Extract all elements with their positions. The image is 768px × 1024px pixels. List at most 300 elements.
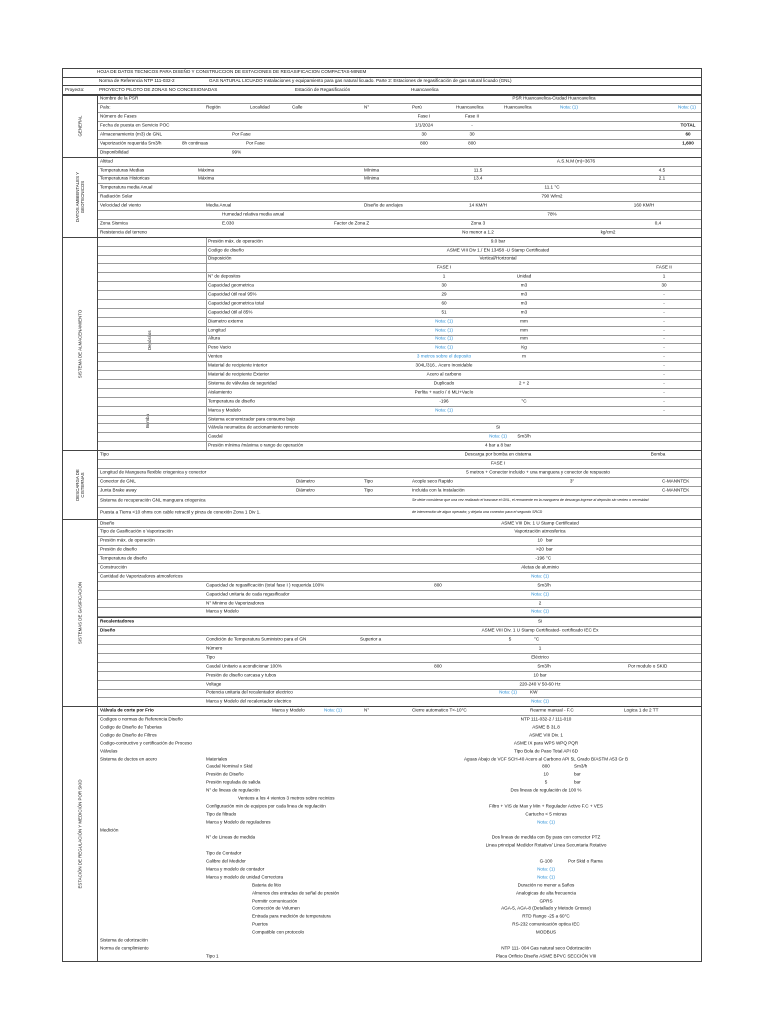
field-sublabel: N° de Lineas de medida (206, 835, 256, 841)
almacenamiento-row (98, 424, 701, 433)
field-sublabel: Marca y Modelo del recalentador electrico (206, 699, 292, 705)
field-value: Aguas Abajo de VCF SCH-40 Acero al Carbono API 5L Grado B/ASTM A53 Gr B (463, 756, 629, 762)
regulacion-row (98, 771, 701, 779)
field-sublabel: N° de lineas de regulación (206, 787, 260, 793)
almacenamiento-row (98, 362, 701, 371)
field-value: 4 bar a 8 bar (484, 442, 512, 448)
field-label: Presión máx. de operación (208, 238, 263, 244)
side-ambientales: DATOS AMBIENTALES Y GEOTECNICOS (63, 158, 98, 237)
gasificacion-row (98, 591, 701, 600)
field-label: Sistema de odorización (100, 937, 148, 943)
field-fase2: - (663, 407, 665, 413)
row-descarga-tipo: Tipo Descarga por bomba en cisterna Bomba (98, 451, 701, 460)
row-altitud: Altitud A.S.N.M (m)=3676 (98, 158, 701, 167)
field-sublabel: Marca y Modelo de reguladores (206, 819, 271, 825)
field-value: 304L/316.. Acero Inoxidable (415, 362, 473, 368)
field-unit: Sm3/h (574, 764, 588, 770)
regulacion-row (98, 937, 701, 945)
field-value: NTP 111-032-2 / 111-010 (520, 716, 572, 722)
field-label: Presión máx. de operación (100, 538, 155, 543)
depositos-label: Depósitos (147, 330, 152, 350)
side-gasificacion: SISTEMAS DE GASIFICACION (63, 520, 98, 707)
gasificacion-row (98, 537, 701, 546)
field-unit: mm (520, 318, 528, 324)
field-label: Disposición (208, 256, 232, 262)
field-sublabel: Almenos dos entradas de señal de presión (252, 890, 340, 896)
gasificacion-row (98, 600, 701, 609)
field-label: Capacidad útil real 95% (208, 291, 257, 297)
field-fase2: - (663, 300, 665, 306)
field-value: 2 (538, 600, 542, 606)
gasificacion-row (98, 528, 701, 537)
field-value: Nota: (1) (435, 336, 453, 342)
field-value: Nota: (1) (435, 345, 453, 351)
regulacion-row (98, 850, 701, 858)
gasificacion-row (98, 663, 701, 672)
field-label: Capacidad geometrica (208, 282, 254, 288)
regulacion-row (98, 890, 701, 898)
norma-line (63, 78, 701, 87)
field-sublabel: Caudal Unitario a acondicionar 100% (206, 663, 282, 669)
field-fase2: 30 (661, 282, 667, 288)
regulacion-row (98, 819, 701, 827)
field-value: ASME B 31.8 (532, 724, 560, 730)
field-label: Cantidad de Vaporizadores atmosfericos (100, 573, 183, 579)
field-value: 5 (544, 779, 548, 785)
side-almacenamiento: SISTEMA DE ALMACENAMIENTO (63, 238, 98, 450)
field-label: Sistema de válvulas de seguridad (208, 380, 277, 386)
regulacion-row (98, 874, 701, 882)
field-label: Peso Vacio (208, 345, 231, 351)
almacenamiento-row (98, 344, 701, 353)
field-value: 10 (543, 772, 549, 778)
field-label: Medición (100, 827, 119, 833)
row-radiacion: Radiación Solar 790 W/m2 (98, 193, 701, 202)
field-unit: °C (521, 398, 527, 404)
almacenamiento-row (98, 407, 701, 416)
row-fecha-poc: Fecha de puesta en Servicio POC 1/1/2024 - TOTAL (98, 122, 701, 131)
regulacion-row (98, 748, 701, 756)
regulacion-row (98, 858, 701, 866)
field-sublabel: Capacidad unitaria de cada regasificador (206, 591, 290, 597)
estacion-value: Huancavelica (411, 86, 439, 92)
field-label: Capacidad útil al 85% (208, 309, 253, 315)
field-unit: m (522, 353, 526, 359)
field-value: 51 (441, 309, 447, 315)
row-recuperacion: Sistema de recuperación GNL manguera criogenica Se debe considerar que una vez realizado el trasvase el GNL, el remanente en la manguera de descarga ingrese al deposito sin venteo o necesidad (98, 496, 701, 508)
gasificacion-row (98, 546, 701, 555)
field-label: Presión de diseño (100, 546, 137, 552)
field-value: Si (495, 425, 501, 431)
proyecto-line (63, 86, 701, 95)
almacenamiento-row (98, 264, 701, 273)
field-value: Nota: (1) (531, 591, 549, 597)
field-value: Linea principal Medidor Rotativo/ Linea Secuntaria Rotativo (485, 843, 607, 849)
field-label: Sistema economizador para consumo bajo (208, 416, 296, 422)
field-sublabel: Marca y modelo de unidad Correctora (206, 874, 284, 880)
field-value: Acero al carbono (426, 371, 462, 377)
field-label: Codigos o normas de Referencia Diseño (100, 716, 183, 722)
field-value: Nota: (1) (537, 866, 555, 872)
almacenamiento-row (98, 371, 701, 380)
field-sublabel: Puertos (252, 921, 268, 927)
field-value: -196 (439, 398, 449, 404)
field-value: 1 (538, 645, 542, 651)
regulacion-row (98, 764, 701, 772)
field-value: 800 (434, 663, 442, 669)
bomba-label: Bomba (145, 413, 150, 428)
regulacion-row (98, 803, 701, 811)
field-label: Longitud (208, 327, 226, 333)
field-fase2: - (663, 309, 665, 315)
field-label: Codigo de Diseño de Filtros (100, 732, 157, 738)
field-value: Nota: (1) (537, 819, 555, 825)
field-unit: Sm3/h (517, 433, 531, 439)
row-temp-medias: Temperaturas Medias Máxima Mínima 11.5 4.5 (98, 167, 701, 176)
row-descarga-fase: FASE I (98, 460, 701, 469)
regulacion-row (98, 811, 701, 819)
gasificacion-row (98, 582, 701, 591)
field-unit: bar (546, 538, 553, 543)
field-sublabel: Permitir comunicación (252, 898, 298, 904)
section-almacenamiento (62, 238, 702, 451)
field-label: Válvula neumatica de accionamiento remoto (208, 425, 299, 431)
field-sublabel: Potencia unitaria del recalentador electrico (206, 690, 293, 696)
proyecto-label: Proyecto: (65, 86, 85, 92)
regulacion-row (98, 740, 701, 748)
field-value: 30 (441, 282, 447, 288)
regulacion-row (98, 779, 701, 787)
field-sublabel: Materiales (206, 756, 228, 762)
almacenamiento-row (98, 380, 701, 389)
field-sublabel: Presión regulada de salida (206, 779, 261, 785)
field-value: GPRS (539, 898, 553, 904)
field-value: NTP 111- 004 Gas natural seco Odorización (501, 945, 591, 951)
field-unit: KW (530, 690, 538, 696)
regulacion-row (98, 953, 701, 961)
side-descarga: DESCARGA DE CISTERNAS (63, 451, 98, 518)
field-label: Temperatura de diseño (208, 398, 255, 404)
field-label: Presión mínima /máxima o rango de operación (208, 442, 304, 448)
almacenamiento-row (98, 238, 701, 247)
field-fase2: - (663, 389, 665, 395)
row-conector-gnl: Conector de GNL Diámetro Tipo Acople seco Rapido 3" C-MANNTEK (98, 478, 701, 487)
field-label: Codigo-contructivo y certificación de Proceso (100, 740, 192, 746)
field-value: Eléctrico (531, 654, 549, 660)
regulacion-row (98, 827, 701, 835)
field-label: Altura (208, 336, 221, 342)
almacenamiento-row (98, 309, 701, 318)
gasificacion-row (98, 627, 701, 636)
field-fase2: 1 (662, 273, 666, 279)
gasificacion-row (98, 681, 701, 690)
field-unit: °C (534, 636, 540, 642)
field-label: Construcción (100, 564, 127, 570)
almacenamiento-row (98, 442, 701, 450)
regulacion-row (98, 842, 701, 850)
field-value: Dos lineas de medida con By pass con corrector PTZ (491, 835, 601, 841)
field-label: Norma de cumplimiento (100, 945, 149, 951)
field-unit: bar (546, 546, 553, 552)
field-value: ASME VIII Div. 1 (529, 732, 563, 738)
field-value: 9.0 bar (490, 238, 506, 244)
regulacion-row (98, 945, 701, 953)
almacenamiento-row (98, 416, 701, 425)
field-label: Caudal (208, 433, 223, 439)
almacenamiento-row (98, 398, 701, 407)
field-value: Nota: (1) (489, 433, 507, 439)
almacenamiento-row (98, 353, 701, 362)
regulacion-row (98, 898, 701, 906)
field-sublabel: N° Minimo de Vaporizadores (206, 600, 265, 606)
field-value: Nota: (1) (435, 318, 453, 324)
field-value: Nota: (1) (435, 407, 453, 413)
field-unit: bar (574, 779, 581, 785)
field-value: Nota: (1) (531, 609, 549, 615)
field-sublabel: Marca y Modelo (206, 609, 239, 615)
field-unit: mm (520, 336, 528, 342)
field-value: Nota: (1) (435, 327, 453, 333)
almacenamiento-row (98, 336, 701, 345)
field-sublabel: Caudal Nominal x Skid (206, 764, 253, 770)
field-fase2: - (663, 353, 665, 359)
gasificacion-row (98, 608, 701, 617)
sheet-title: HOJA DE DATOS TECNICOS PARA DISEÑO Y CONSTRUCCION DE ESTACIONES DE REGASIFICACION COMPACTAS-MINEM (63, 69, 701, 78)
field-unit: bar (574, 772, 581, 778)
field-value: Vaporización atmosferica (514, 529, 566, 535)
regulacion-row (98, 835, 701, 843)
field-value: 800 (434, 582, 442, 588)
proyecto-text: PROYECTO PILOTO DE ZONAS NO CONCESIONADAS (99, 86, 218, 92)
field-unit: °C (546, 555, 552, 561)
field-value: 10 bar (533, 672, 547, 678)
gasificacion-row (98, 636, 701, 645)
field-value: 10 (537, 538, 543, 543)
field-value: ASME VIII Div. 1 U Stamp Certificated (501, 520, 579, 526)
row-vaporizacion: Vaporización requerida Sm3/h 8h continuas Por Fase 800 800 1,600 (98, 140, 701, 149)
field-label: Diseño (100, 627, 116, 633)
field-unit: Unidad (516, 273, 532, 279)
field-unit: Sm3/h (537, 663, 551, 669)
gasificacion-row (98, 698, 701, 706)
regulacion-row (98, 906, 701, 914)
datasheet (62, 68, 702, 962)
field-label: Sistema de ductos en acero (100, 756, 157, 762)
field-label: Capacidad geometrica total (208, 300, 264, 306)
regulacion-row (98, 882, 701, 890)
field-value: 5 (508, 636, 512, 642)
field-unit: Por Skid o Rama (568, 858, 603, 864)
field-unit: Kg (521, 345, 527, 351)
row-almacenamiento: Almacenamiento (m3) de GNL Por Fase 30 30 60 (98, 131, 701, 140)
row-disponibilidad: Disponibilidad 99% (100, 149, 242, 155)
side-regulacion: ESTACIÓN DE REGULACIÓN Y MEDICIÓN POR SKID (63, 707, 98, 961)
row-manguera: Longitud de Manguera flexible criogenica y conector 5 metros + Conector incluido + una manguera y conector de respuesto (98, 469, 701, 478)
field-label: Válvulas (100, 748, 118, 754)
field-fase2: - (663, 318, 665, 324)
field-value: 60 (441, 300, 447, 306)
row-viento: Velocidad del viento Media Anual Diseño de anclajes 14 KM/H 160 KM/H (98, 202, 701, 211)
field-fase2: - (663, 371, 665, 377)
field-value: 29 (441, 291, 447, 297)
field-sublabel: Voltage (206, 681, 222, 687)
almacenamiento-row (98, 282, 701, 291)
regulacion-row (98, 913, 701, 921)
field-value: Duración no menor a 5años (517, 882, 575, 888)
field-label: Recalentadores (100, 619, 135, 625)
field-sublabel: Condición de Temperatura Suministro para el GN (206, 636, 307, 642)
field-unit: m3 (520, 300, 528, 306)
field-sublabel: Entrada para medición de temperatura (252, 914, 331, 920)
field-value: 220-240 V 50-60 Hz (519, 681, 561, 687)
field-value: Vertical/Horizontal (479, 256, 517, 262)
field-value: -196 (535, 555, 545, 561)
field-value: ASME IX para WPS WPQ PQR (513, 740, 579, 746)
field-fase2: - (663, 291, 665, 297)
field-unit: Sm3/h (537, 582, 551, 588)
field-value: Nota: (1) (499, 690, 517, 696)
section-ambientales (62, 158, 702, 238)
regulacion-row (98, 716, 701, 724)
field-fase2: - (663, 380, 665, 386)
row-temp-anual: Temperatura media Anual 11.1 °C (98, 184, 701, 193)
field-sublabel: Compatible con protocolo (252, 929, 305, 935)
field-unit: m3 (520, 282, 528, 288)
field-label: Diametro externo (208, 318, 244, 324)
almacenamiento-row (98, 247, 701, 256)
field-fase2: - (663, 345, 665, 351)
field-value: Perlita + vacío / ó MLI+Vacío (414, 389, 474, 395)
regulacion-row (98, 732, 701, 740)
field-unit: m3 (520, 309, 528, 315)
side-general: GENERAL (63, 96, 98, 157)
field-value: AGA-5, AGA-8 (Detallado y Metodo Grosso) (501, 906, 591, 912)
field-value: 1 (442, 273, 446, 279)
almacenamiento-row (98, 433, 701, 442)
gasificacion-row (98, 564, 701, 573)
gasificacion-row (98, 555, 701, 564)
section-general (62, 95, 702, 158)
field-label: Codigo de diseño (208, 247, 244, 253)
field-sublabel: Capacidad de regasificación (total fase I ) requerida 100% (206, 582, 325, 588)
field-sublabel: Presión de Diseño (206, 772, 244, 778)
field-sublabel: Presión de diseño carcasa y tubos (206, 672, 277, 678)
field-fase2: - (663, 336, 665, 342)
field-sublabel: Configuración min de equipos por cada linea de regulación (206, 803, 326, 809)
almacenamiento-row (98, 300, 701, 309)
section-descarga (62, 451, 702, 519)
field-value: Nota: (1) (537, 874, 555, 880)
field-value: RTD Rango -25 a 60°C (522, 914, 570, 920)
field-fase2: - (663, 398, 665, 404)
field-value: ASME VIII Div. 1 U Stamp Certificated- certificado IEC Ex (481, 627, 599, 633)
row-resistencia: Resistencia del terreno No menor a 1.2 kg/cm2 (100, 229, 616, 235)
field-value: Superior a (360, 636, 382, 642)
row-puesta-tierra: Puesta a Tierra <10 ohms con cable retractil y pinza de conexión Zona 1 Div 1. de intervención de algun operador, y dejarla una conexion para el segundo SRCD (100, 509, 543, 515)
almacenamiento-row (98, 327, 701, 336)
regulacion-row (98, 724, 701, 732)
gasificacion-row (98, 672, 701, 681)
field-value: >20 (536, 546, 544, 552)
regulacion-row (98, 787, 701, 795)
field-value: Placa Orificio Diseño ASME BPVC SECCIÓN VIII (495, 953, 597, 959)
field-sublabel: Marca y modelo de contador (206, 866, 265, 872)
field-value: RS-232 comunicación optica IEC (512, 921, 580, 927)
field-value: 800 (542, 764, 550, 770)
field-value: MODBUS (535, 929, 557, 935)
field-unit: m3 (520, 291, 528, 297)
row-brake-away: Junta Brake away Diámetro Tipo Incluida con la Instalación C-MANNTEK (98, 487, 701, 496)
field-label: Diseño (100, 520, 115, 526)
field-value: Nota: (1) (531, 699, 549, 705)
almacenamiento-row (98, 389, 701, 398)
sheet-header (62, 68, 702, 95)
field-sublabel: Bateria de litio (252, 882, 282, 888)
regulacion-row (98, 795, 701, 803)
regulacion-row (98, 929, 701, 937)
field-sublabel: Tipo de filtrado (206, 811, 237, 817)
row-numero-fases: Número de Fases Fase I Fase II (98, 113, 701, 122)
regulacion-row (98, 866, 701, 874)
gasificacion-row (98, 645, 701, 654)
field-value: FASE I (436, 265, 452, 271)
row-valvula-corte: Válvula de corte por Frio Marca y Modelo Nota: (1) N° Cierre automatico T<-10°C Rearme manual - F.C Logica 1 de 2 TT (98, 707, 701, 716)
field-label: Venteo (208, 353, 223, 359)
field-label: Material de recipiente interior (208, 362, 268, 368)
field-value: ASME VIII Div 1./ EN 13458 -U Stamp Certificated (446, 247, 550, 253)
field-sublabel: Tipo de Contador (206, 850, 242, 856)
field-value: G-100 (539, 858, 553, 864)
field-label: Codigo de Diseño de Tuberias (100, 724, 162, 730)
row-humedad: Humedad relativa media anual 78% (98, 211, 701, 220)
field-label: Material de recipiente Exterior (208, 371, 270, 377)
estacion-label: Estación de Regasificación (295, 86, 351, 92)
field-value: Nota: (1) (531, 573, 549, 579)
field-value: Duplicado (433, 380, 455, 386)
section-gasificacion (62, 520, 702, 708)
row-nombre-psr: Nombre de la PSR PSR Huancavelica-Ciudad Huancavelica (98, 96, 701, 105)
almacenamiento-row (98, 273, 701, 282)
field-value: 3 metros sobre el deposito (416, 353, 472, 359)
field-sublabel: Calibre del Medidor (206, 858, 246, 864)
field-sublabel: Tipo 1 (206, 953, 219, 959)
regulacion-row (98, 921, 701, 929)
regulacion-row (98, 756, 701, 764)
almacenamiento-row (98, 256, 701, 265)
field-value: Aletas de aluminio (521, 564, 559, 570)
field-label: Tipo de Gasificación o Vaporización (100, 529, 173, 535)
field-value: Cartucho < 5 micras (525, 811, 567, 817)
field-label: Aislamiento (208, 389, 232, 395)
section-regulacion (62, 707, 702, 962)
field-value: Tipo Bola de Paso Total API 6D (514, 748, 578, 754)
field-sublabel: Corrección de Volumen (252, 906, 300, 912)
row-zona-sismica: Zona Sismica E.030 Factor de Zona Z Zona 3 0,4 (98, 220, 701, 229)
field-value: Si (537, 619, 543, 625)
field-fase2: - (663, 327, 665, 333)
gasificacion-row (98, 654, 701, 663)
field-fase2: - (663, 362, 665, 368)
field-value: Filtro + VIS de Max y Min + Regulador Activo F.C + VES (489, 803, 603, 809)
field-label: Temperatura de diseño (100, 555, 147, 561)
field-note: Por modulo o SKID (628, 663, 668, 669)
almacenamiento-row (98, 291, 701, 300)
norma-label: Norma de Referencia NTP 111-032-2 (99, 78, 175, 83)
field-unit: mm (520, 327, 528, 333)
field-sublabel: Tipo (206, 654, 215, 660)
almacenamiento-row (98, 318, 701, 327)
row-temp-historicas: Temperaturas Historicas Máxima Mínima 13.4 2.1 (98, 176, 701, 185)
